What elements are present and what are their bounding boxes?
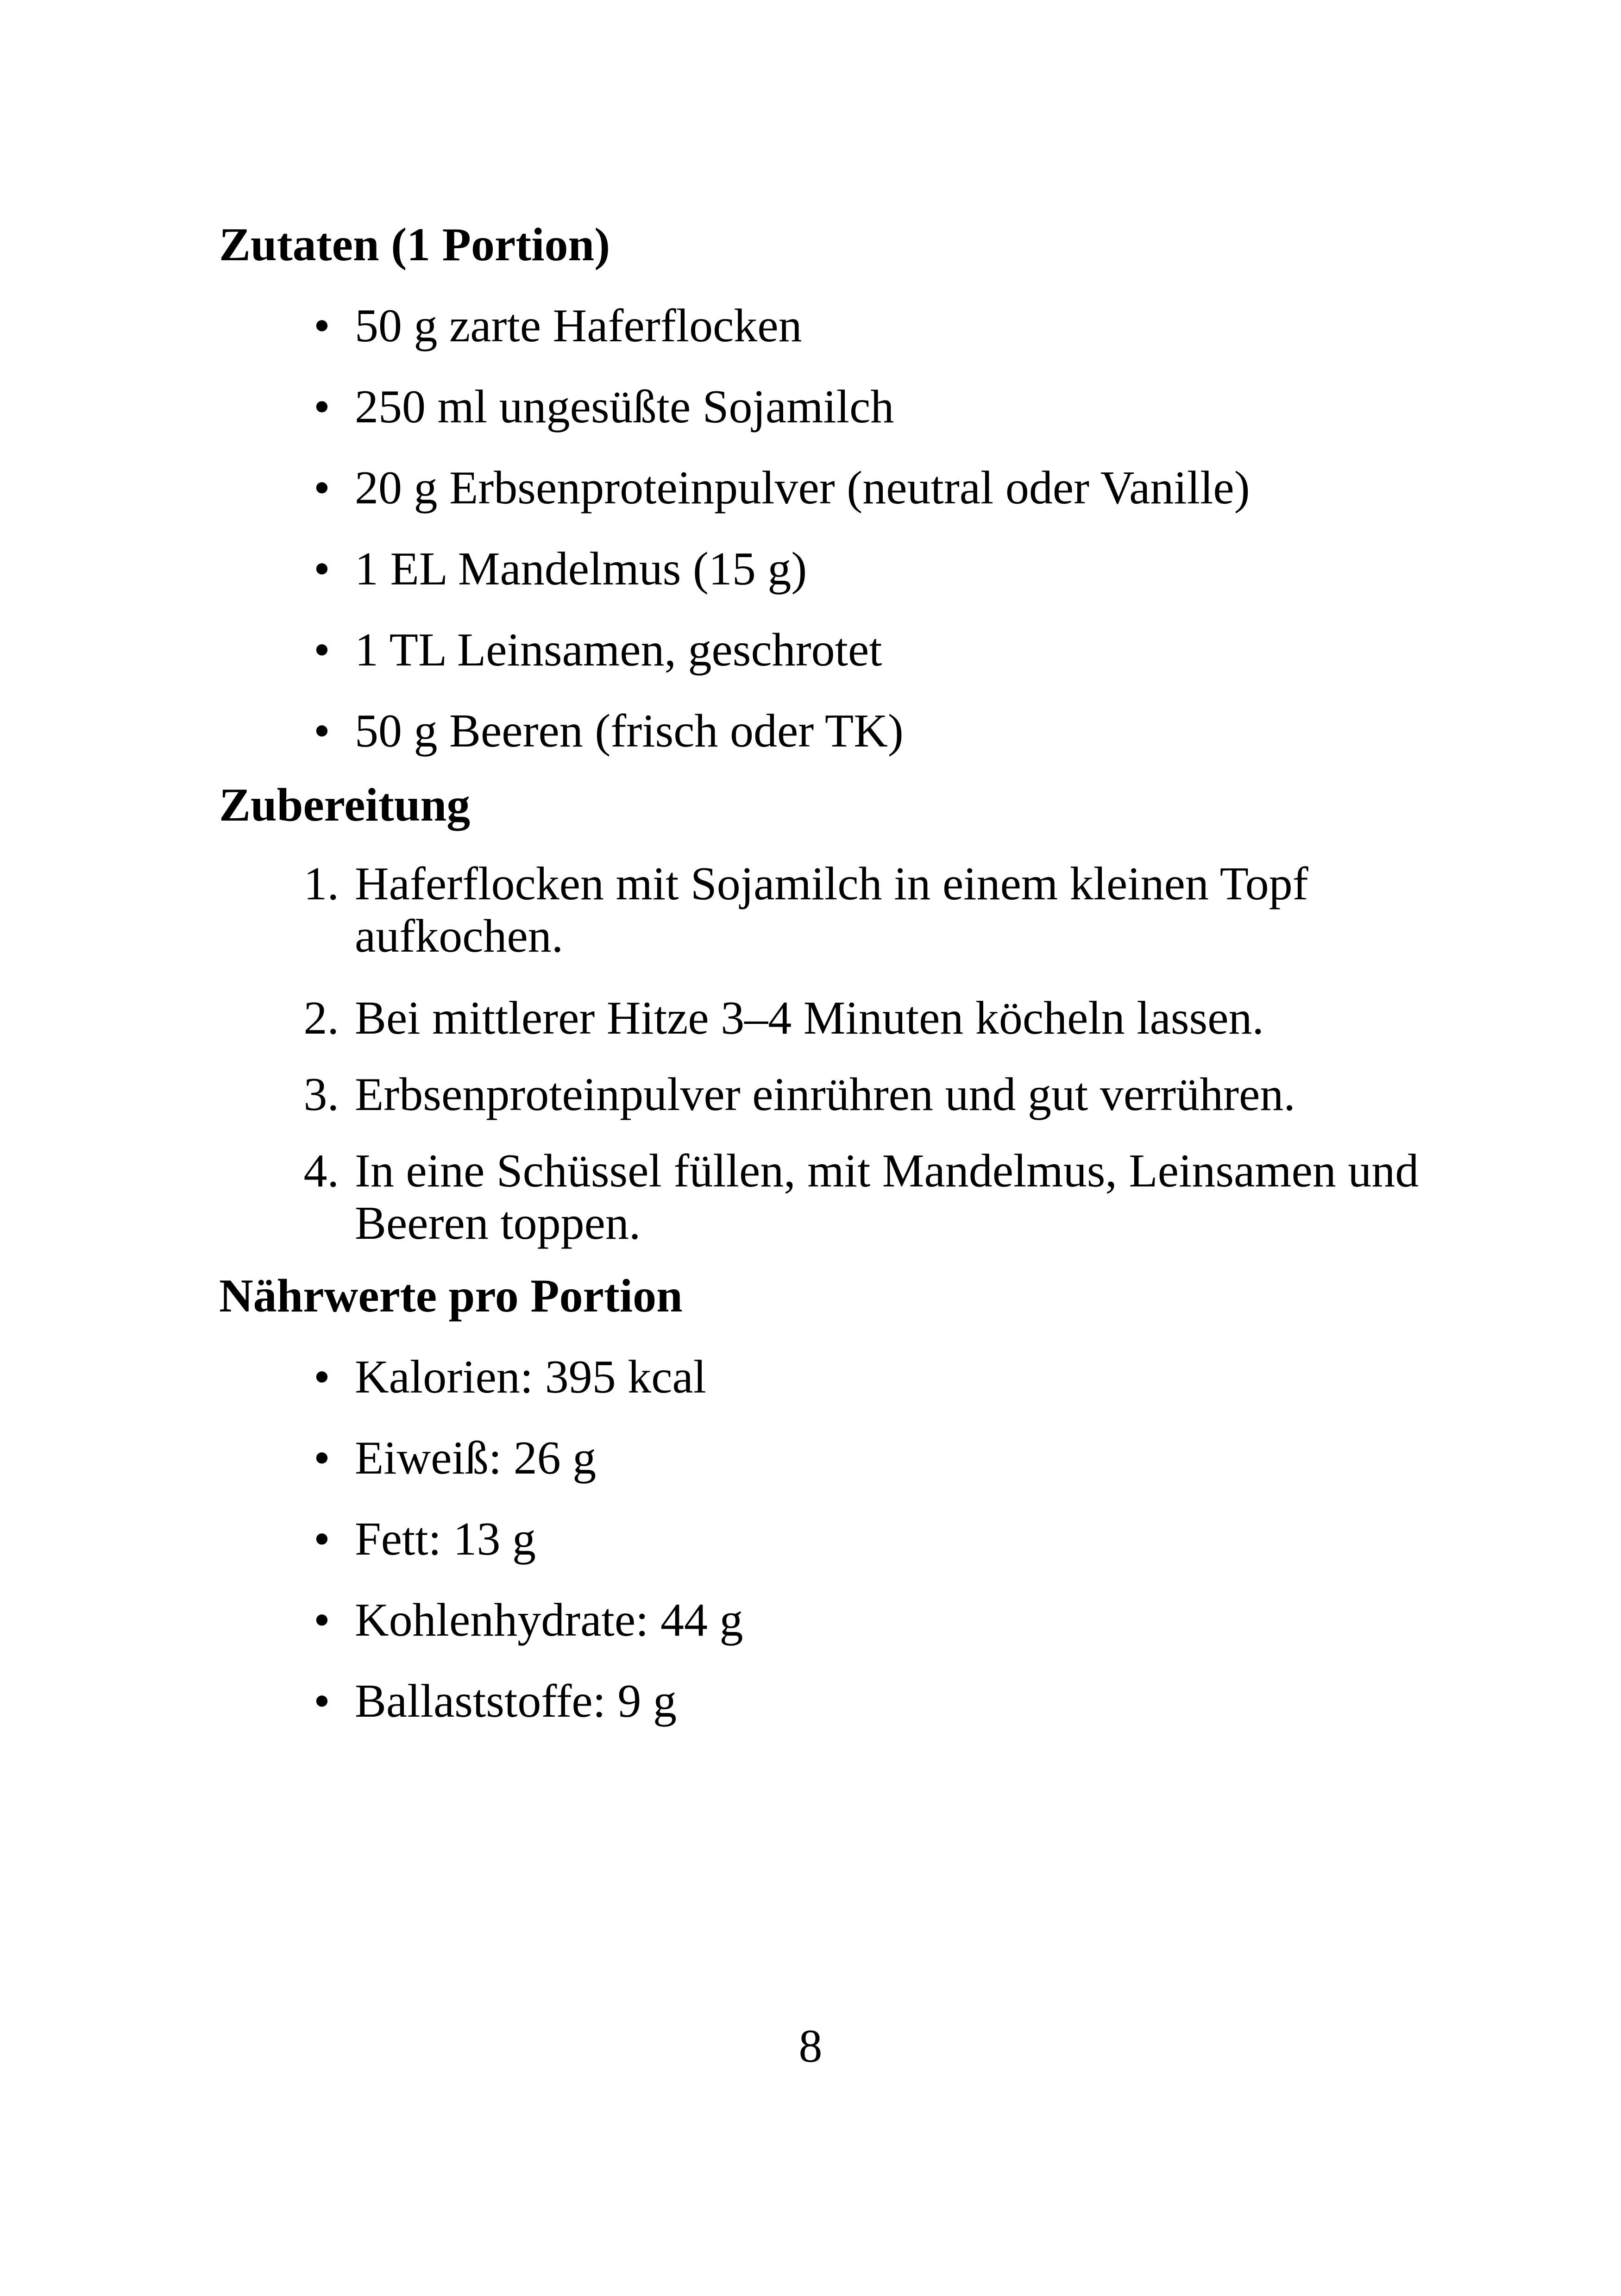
bullet-icon: •	[314, 1351, 330, 1403]
step-number: 1.	[303, 858, 339, 910]
ingredient-text: 1 TL Leinsamen, geschrotet	[355, 624, 882, 676]
nutrition-text: Kohlenhydrate: 44 g	[355, 1594, 743, 1646]
step-text: In eine Schüssel füllen, mit Mandelmus, Leinsamen und	[355, 1145, 1419, 1197]
nutrition-text: Fett: 13 g	[355, 1513, 536, 1565]
bullet-icon: •	[314, 705, 330, 757]
step-text: aufkochen.	[355, 910, 564, 962]
bullet-icon: •	[314, 300, 330, 352]
bullet-icon: •	[314, 462, 330, 514]
nutrition-text: Eiweiß: 26 g	[355, 1432, 597, 1484]
preparation-heading: Zubereitung	[219, 779, 471, 831]
step-number: 4.	[303, 1145, 339, 1197]
nutrition-heading: Nährwerte pro Portion	[219, 1270, 683, 1322]
ingredient-text: 20 g Erbsenproteinpulver (neutral oder Vanille)	[355, 462, 1250, 514]
nutrition-text: Kalorien: 395 kcal	[355, 1351, 707, 1403]
bullet-icon: •	[314, 1675, 330, 1727]
ingredient-text: 50 g Beeren (frisch oder TK)	[355, 705, 904, 757]
ingredient-text: 1 EL Mandelmus (15 g)	[355, 543, 807, 595]
bullet-icon: •	[314, 381, 330, 433]
step-text: Beeren toppen.	[355, 1197, 641, 1249]
step-number: 3.	[303, 1068, 339, 1121]
ingredients-heading: Zutaten (1 Portion)	[219, 219, 610, 271]
nutrition-text: Ballaststoffe: 9 g	[355, 1675, 677, 1727]
bullet-icon: •	[314, 624, 330, 676]
page-number: 8	[798, 2020, 823, 2072]
ingredient-text: 250 ml ungesüßte Sojamilch	[355, 381, 894, 433]
step-number: 2.	[303, 992, 339, 1044]
step-text: Erbsenproteinpulver einrühren und gut verrühren.	[355, 1068, 1295, 1121]
step-text: Haferflocken mit Sojamilch in einem kleinen Topf	[355, 858, 1308, 910]
step-text: Bei mittlerer Hitze 3–4 Minuten köcheln lassen.	[355, 992, 1264, 1044]
bullet-icon: •	[314, 543, 330, 595]
ingredient-text: 50 g zarte Haferflocken	[355, 300, 802, 352]
bullet-icon: •	[314, 1432, 330, 1484]
bullet-icon: •	[314, 1513, 330, 1565]
bullet-icon: •	[314, 1594, 330, 1646]
